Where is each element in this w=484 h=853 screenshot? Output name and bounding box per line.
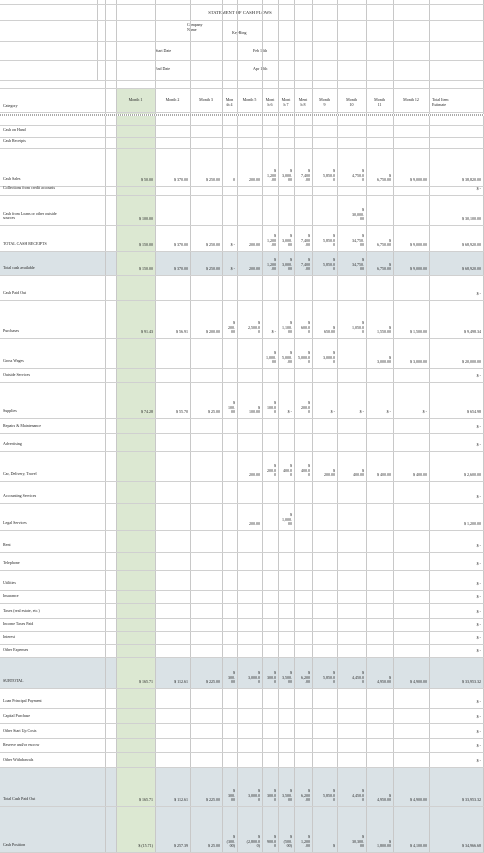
grid-vline xyxy=(294,0,295,852)
row-cell[interactable]: $ - xyxy=(230,243,235,248)
row-total[interactable]: $ - xyxy=(476,715,481,719)
row-label: Other Start Up Costs xyxy=(3,729,37,734)
row-cell[interactable]: $ 4,950.00 xyxy=(377,675,391,685)
row-total[interactable]: $ - xyxy=(476,623,481,627)
row-cell[interactable]: $ 200.00 xyxy=(324,468,335,478)
row-cell[interactable]: $ 25.00 xyxy=(208,410,220,415)
row-cell[interactable]: $ 100.0 0 xyxy=(267,401,276,415)
row-cell[interactable]: $ 5,850.0 0 xyxy=(323,169,335,183)
row-cell[interactable]: $ 1,800.00 xyxy=(377,839,391,849)
row-cell[interactable]: $ 257.39 xyxy=(174,844,188,849)
row-cell[interactable]: $ 250.00 xyxy=(206,178,220,183)
row-cell[interactable]: $ 1,200 .00 xyxy=(267,258,276,272)
grid-hline xyxy=(0,708,484,709)
row-cell[interactable]: $ 225.00 xyxy=(206,680,220,685)
row-cell[interactable]: $ 370.00 xyxy=(174,243,188,248)
grid-hline xyxy=(0,60,484,61)
row-label: Utilities xyxy=(3,581,16,586)
grid-hline xyxy=(0,570,484,571)
row-label: Gross Wages xyxy=(3,359,24,364)
row-cell[interactable]: $ 200. 00 xyxy=(228,321,235,335)
row-cell[interactable]: $ 300. 00 xyxy=(228,671,235,685)
company-label: Company Name xyxy=(187,23,203,32)
row-total[interactable]: $ - xyxy=(476,730,481,734)
row-cell[interactable]: $ 1,050.0 0 xyxy=(352,321,364,335)
row-cell[interactable]: $ (300. 00) xyxy=(226,835,235,849)
grid-hline xyxy=(0,657,484,658)
grid-hline xyxy=(0,125,484,126)
row-label: Taxes (real estate, etc.) xyxy=(3,609,40,614)
grid-hline xyxy=(0,767,484,768)
grid-hline xyxy=(0,530,484,531)
row-total[interactable]: $ 68,920.00 xyxy=(462,267,481,271)
row-cell[interactable]: $ 400.0 0 xyxy=(283,464,292,478)
grid-hline xyxy=(0,481,484,482)
row-cell[interactable]: $ 4,450.0 0 xyxy=(352,789,364,803)
grid-hline xyxy=(0,112,484,113)
grid-hline xyxy=(0,251,484,252)
grid-hline xyxy=(0,631,484,632)
header-month: Month 9 xyxy=(319,98,330,107)
row-cell[interactable]: $ 25.00 xyxy=(208,844,220,849)
grid-vline xyxy=(366,0,367,852)
row-cell[interactable]: $ 30,000. 00 xyxy=(352,208,364,222)
grid-hline xyxy=(0,88,484,89)
row-cell[interactable]: $ 56.91 xyxy=(176,330,188,335)
row-cell[interactable]: $ 300.0 0 xyxy=(267,789,276,803)
row-cell[interactable]: $ - xyxy=(287,410,292,415)
row-cell[interactable]: $ 200.00 xyxy=(206,330,220,335)
grid-hline xyxy=(0,433,484,434)
row-cell[interactable]: $ 150.00 xyxy=(139,267,153,272)
row-cell[interactable]: $ 9,000.00 xyxy=(410,267,427,272)
row-cell[interactable]: 200.00 xyxy=(249,522,260,527)
row-cell[interactable]: $ 4,900.00 xyxy=(410,798,427,803)
row-cell[interactable]: $ 150.00 xyxy=(139,243,153,248)
grid-vline xyxy=(116,0,117,852)
row-cell[interactable]: $ 5,850.0 0 xyxy=(323,258,335,272)
grid-hline xyxy=(0,368,484,369)
row-label: Collections from credit accounts xyxy=(3,186,56,191)
row-cell[interactable]: $ 650.00 xyxy=(324,325,335,335)
row-total[interactable]: $ 38,820.00 xyxy=(462,178,481,182)
hatch-rule xyxy=(0,114,484,116)
row-label: Cash Receipts xyxy=(3,139,26,144)
header-month: Mon th 4 xyxy=(225,98,234,107)
row-label: Loan Principal Payment xyxy=(3,699,42,704)
row-cell[interactable]: $ 3,000. 00 xyxy=(282,169,292,183)
row-label: Total Cash Paid Out xyxy=(3,797,36,802)
row-cell[interactable]: $ 3,000.0 0 xyxy=(248,671,260,685)
row-cell[interactable]: $ 34,750. 00 xyxy=(352,234,364,248)
row-label: Other Withdrawals xyxy=(3,758,34,763)
row-total[interactable]: $ 9,498.34 xyxy=(464,330,481,334)
grid-vline xyxy=(190,0,191,852)
row-total[interactable]: $ - xyxy=(476,425,481,429)
row-cell[interactable]: $ (2,800.0 0) xyxy=(246,835,260,849)
grid-hline xyxy=(0,590,484,591)
row-cell[interactable]: $ 370.00 xyxy=(174,178,188,183)
row-cell[interactable]: $ 600.0 0 xyxy=(301,321,310,335)
header-month: Mont h 6 xyxy=(265,98,275,107)
row-cell[interactable]: $ 6,200 .00 xyxy=(301,671,310,685)
row-cell[interactable]: $ 400.00 xyxy=(413,473,427,478)
header-month: Month 1 xyxy=(128,98,143,102)
row-total[interactable]: $ - xyxy=(476,292,481,296)
row-cell[interactable]: $ 1,000. 00 xyxy=(282,513,292,527)
row-cell[interactable]: $ 1,100. 00 xyxy=(282,321,292,335)
row-label: Cash on Hand xyxy=(3,128,26,133)
row-cell[interactable]: 200.00 xyxy=(249,473,260,478)
row-cell[interactable]: $ 400.00 xyxy=(377,473,391,478)
grid-hline xyxy=(0,195,484,196)
row-cell[interactable]: $ 4,100.00 xyxy=(410,844,427,849)
row-label: Other Expenses xyxy=(3,648,29,653)
header-month: Month 3 xyxy=(199,98,213,102)
row-cell[interactable]: $ 100.00 xyxy=(139,217,153,222)
row-cell[interactable]: $ 5,000. .00 xyxy=(282,351,292,365)
grid-hline xyxy=(0,552,484,553)
row-cell[interactable]: $ 7,400 .00 xyxy=(301,234,310,248)
row-cell[interactable]: $ 5,850.0 0 xyxy=(323,671,335,685)
row-cell[interactable]: $ 5,000.0 0 xyxy=(298,351,310,365)
row-cell[interactable]: $ 7,400 .00 xyxy=(301,169,310,183)
row-cell[interactable]: $ 5,850.0 0 xyxy=(323,789,335,803)
grid-vline xyxy=(222,0,223,852)
row-cell[interactable]: $ 74.28 xyxy=(141,410,153,415)
grid-hline xyxy=(0,418,484,419)
header-month: Month 11 xyxy=(374,98,385,107)
row-total[interactable]: $ - xyxy=(476,744,481,748)
row-cell[interactable]: $ 200.0 0 xyxy=(267,464,276,478)
row-cell[interactable]: $ 5,850.0 0 xyxy=(323,234,335,248)
row-label: Cash Sales xyxy=(3,177,21,182)
row-total[interactable]: $ 1,200.00 xyxy=(464,522,481,526)
row-cell[interactable]: $ 91.43 xyxy=(141,330,153,335)
sheet-title: STATEMENT OF CASH FLOWS xyxy=(208,11,272,15)
row-cell[interactable]: $ - xyxy=(422,410,427,415)
row-cell[interactable]: $ 4,750.0 0 xyxy=(352,169,364,183)
row-label: Supplies xyxy=(3,409,17,414)
row-cell[interactable]: $ - xyxy=(271,330,276,335)
grid-hline xyxy=(0,503,484,504)
grid-hline xyxy=(0,806,484,807)
row-total[interactable]: $ - xyxy=(476,544,481,548)
row-label: Total cash available xyxy=(3,266,35,271)
grid-hline xyxy=(0,137,484,138)
row-total[interactable]: $ - xyxy=(476,374,481,378)
grid-hline xyxy=(0,338,484,339)
grid-vline xyxy=(312,0,313,852)
row-cell[interactable]: $ 1,000. 00 xyxy=(266,351,276,365)
row-label: SUBTOTAL xyxy=(3,679,24,684)
grid-hline xyxy=(0,688,484,689)
company-name[interactable]: KeyRing xyxy=(232,31,247,35)
row-cell[interactable]: $ 3,500. 00 xyxy=(282,671,292,685)
row-cell[interactable]: $ 1,550.00 xyxy=(377,325,391,335)
row-cell[interactable]: $ 3,000. 00 xyxy=(282,234,292,248)
row-cell[interactable]: $ 3,000. 00 xyxy=(282,258,292,272)
header-month: Month 2 xyxy=(165,98,180,102)
row-total[interactable]: $ - xyxy=(476,443,481,447)
row-label: Legal Services xyxy=(3,521,27,526)
row-total[interactable]: $ - xyxy=(476,610,481,614)
row-total[interactable]: $ - xyxy=(476,595,481,599)
grid-hline xyxy=(0,752,484,753)
row-total[interactable]: $ 20,000.00 xyxy=(462,360,481,364)
grid-hline xyxy=(0,618,484,619)
row-label: Rent xyxy=(3,543,11,548)
row-cell[interactable]: $ 112.61 xyxy=(174,680,188,685)
row-cell[interactable]: $ 1,200 .00 xyxy=(301,835,310,849)
grid-vline xyxy=(393,0,394,852)
row-cell[interactable]: $ 370.00 xyxy=(174,267,188,272)
row-cell[interactable]: $ 4,950.00 xyxy=(377,793,391,803)
row-cell[interactable]: $ 400.0 0 xyxy=(301,464,310,478)
row-total[interactable]: $ 33,953.32 xyxy=(462,798,481,802)
row-cell[interactable]: $ 250.00 xyxy=(206,267,220,272)
row-cell[interactable]: $ 3,000.0 0 xyxy=(323,351,335,365)
row-total[interactable]: $ 654.98 xyxy=(467,410,481,414)
row-cell[interactable]: $ 3,000.00 xyxy=(377,355,391,365)
row-cell[interactable]: $ 300. 00 xyxy=(228,789,235,803)
row-label: Reserve and/or escrow xyxy=(3,743,40,748)
row-cell[interactable]: $ 9,000.00 xyxy=(410,178,427,183)
header-month: Month 5 xyxy=(242,98,257,102)
grid-vline xyxy=(278,0,279,852)
row-cell[interactable]: $ 2,500.0 0 xyxy=(248,321,260,335)
row-total[interactable]: $ - xyxy=(476,636,481,640)
row-total[interactable]: $ 2,600.00 xyxy=(464,473,481,477)
end-date-value[interactable]: Apr 15th xyxy=(253,67,268,71)
row-label: Interest xyxy=(3,635,15,640)
grid-vline xyxy=(262,0,263,852)
row-label: Outside Services xyxy=(3,373,30,378)
grid-hline xyxy=(0,451,484,452)
row-cell[interactable]: $ - xyxy=(359,410,364,415)
row-cell[interactable]: $ 900.0 0 xyxy=(267,835,276,849)
grid-hline xyxy=(0,20,484,21)
row-cell[interactable]: $ 4,900.00 xyxy=(410,680,427,685)
grid-hline xyxy=(0,4,484,5)
row-label: Purchases xyxy=(3,329,19,334)
row-label: Cash from Loans or other outside sources xyxy=(3,211,57,221)
row-total[interactable]: $ - xyxy=(476,562,481,566)
row-label: Insurance xyxy=(3,594,19,599)
row-total[interactable]: $ - xyxy=(476,700,481,704)
row-cell[interactable]: $ (15.71) xyxy=(138,844,153,849)
row-cell[interactable]: $ 100. 00 xyxy=(228,401,235,415)
row-cell[interactable]: $ 100.00 xyxy=(249,405,260,415)
grid-hline xyxy=(0,603,484,604)
row-label: Accounting Services xyxy=(3,494,37,499)
row-cell[interactable]: $ 200.0 0 xyxy=(301,401,310,415)
grid-vline xyxy=(155,0,156,852)
row-cell[interactable]: $ - xyxy=(330,410,335,415)
grid-vline xyxy=(97,0,98,80)
grid-hline xyxy=(0,723,484,724)
row-cell[interactable]: $ 400.00 xyxy=(353,468,364,478)
grid-hline xyxy=(0,80,484,81)
row-cell[interactable]: $ 30,300. 00 xyxy=(352,835,364,849)
row-total[interactable]: $ - xyxy=(476,759,481,763)
row-total[interactable]: $ 30,100.00 xyxy=(462,217,481,221)
row-label: Telephone xyxy=(3,561,20,566)
grid-vline xyxy=(237,0,238,852)
header-month: Month 10 xyxy=(346,98,357,107)
grid-hline xyxy=(0,382,484,383)
row-total[interactable]: $ 34,966.68 xyxy=(462,844,481,848)
row-cell[interactable]: $ 6,750.00 xyxy=(377,238,391,248)
grid-hline xyxy=(0,225,484,226)
row-cell[interactable]: $ 6,200 .00 xyxy=(301,789,310,803)
header-category: Category xyxy=(3,104,18,108)
row-cell[interactable]: 200.00 xyxy=(249,267,260,272)
grid-hline xyxy=(0,41,484,42)
row-total[interactable]: $ - xyxy=(476,582,481,586)
row-cell[interactable]: $ 3,000.00 xyxy=(410,360,427,365)
row-cell[interactable]: $ 165.71 xyxy=(139,680,153,685)
row-label: Capital Purchase xyxy=(3,714,30,719)
row-label: Income Taxes Paid xyxy=(3,622,34,627)
row-cell[interactable]: $ 3,000.0 0 xyxy=(248,789,260,803)
row-cell[interactable]: 200.00 xyxy=(249,243,260,248)
header-month: Mont h 7 xyxy=(281,98,291,107)
row-cell[interactable]: $ 34,750. 00 xyxy=(352,258,364,272)
row-cell[interactable]: $ 9,000.00 xyxy=(410,243,427,248)
row-cell[interactable]: $ - xyxy=(230,267,235,272)
row-cell[interactable]: $ 6,750.00 xyxy=(377,262,391,272)
row-cell[interactable]: $ 1,200 .00 xyxy=(267,234,276,248)
header-month: Month 12 xyxy=(403,98,419,102)
grid-hline xyxy=(0,275,484,276)
grid-vline xyxy=(337,0,338,852)
row-cell[interactable]: $ 165.71 xyxy=(139,798,153,803)
row-label: TOTAL CASH RECEIPTS xyxy=(3,242,47,247)
row-cell[interactable]: $ 6,750.00 xyxy=(377,173,391,183)
grid-hline xyxy=(0,148,484,149)
row-cell[interactable]: $ 300.0 0 xyxy=(267,671,276,685)
row-cell[interactable]: $ 1,200 .00 xyxy=(267,169,276,183)
row-total[interactable]: $ 68,920.00 xyxy=(462,243,481,247)
row-cell[interactable]: $ 225.00 xyxy=(206,798,220,803)
row-label: Cash Paid Out xyxy=(3,291,27,296)
grid-hline xyxy=(0,644,484,645)
row-label: Cash Position xyxy=(3,843,26,848)
row-cell[interactable]: $ 3,500. 00 xyxy=(282,789,292,803)
row-cell[interactable]: $ - xyxy=(386,410,391,415)
row-cell[interactable]: $ 50.00 xyxy=(141,178,153,183)
row-cell[interactable]: $ 7,400 .00 xyxy=(301,258,310,272)
header-month: Ment h 8 xyxy=(298,98,308,107)
start-date-value[interactable]: Feb 15th xyxy=(253,49,268,53)
row-cell[interactable]: $ xyxy=(333,844,335,849)
grid-hline xyxy=(0,300,484,301)
row-label: Car, Delivery, Travel xyxy=(3,472,37,477)
row-cell[interactable]: 200.00 xyxy=(249,178,260,183)
row-cell[interactable]: $ 55.70 xyxy=(176,410,188,415)
row-cell[interactable]: $ 1,500.00 xyxy=(410,330,427,335)
row-label: Advertising xyxy=(3,442,22,447)
header-total-estimate: Total Item Estimate xyxy=(432,98,449,107)
row-cell[interactable]: $ 250.00 xyxy=(206,243,220,248)
row-total[interactable]: $ 33,953.32 xyxy=(462,680,481,684)
grid-hline xyxy=(0,738,484,739)
end-date-label: End Date xyxy=(155,67,170,71)
row-label: Repairs & Maintenance xyxy=(3,424,41,429)
row-cell[interactable]: $ 4,450.0 0 xyxy=(352,671,364,685)
row-cell[interactable]: 0 xyxy=(233,178,235,183)
row-total[interactable]: $ - xyxy=(476,187,481,191)
row-total[interactable]: $ - xyxy=(476,649,481,653)
start-date-label: Start Date xyxy=(155,49,172,53)
row-cell[interactable]: $ 112.61 xyxy=(174,798,188,803)
row-cell[interactable]: $ (500. 00) xyxy=(283,835,292,849)
row-total[interactable]: $ - xyxy=(476,495,481,499)
